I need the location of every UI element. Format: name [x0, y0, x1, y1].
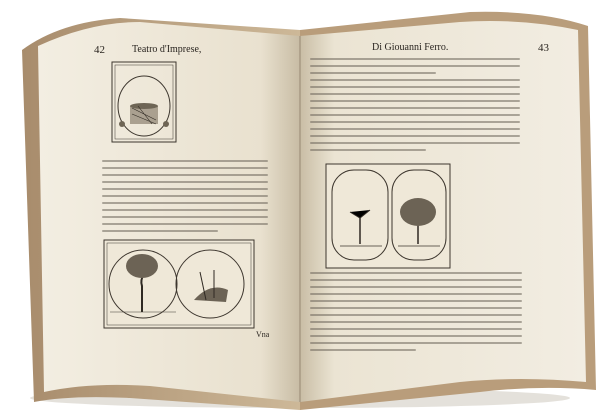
- left-running-head: Teatro d'Imprese,: [132, 44, 202, 55]
- right-text-bottom: [310, 272, 522, 356]
- left-text-block: [102, 160, 268, 237]
- engraving-trees-right: [326, 164, 450, 268]
- right-text-top: [310, 58, 520, 156]
- right-running-head: Di Giouanni Ferro.: [372, 42, 449, 53]
- catchword: Vna: [256, 330, 270, 339]
- left-page-number: 42: [94, 44, 105, 56]
- engraving-trees-left: [104, 240, 254, 328]
- right-page-number: 43: [538, 42, 549, 54]
